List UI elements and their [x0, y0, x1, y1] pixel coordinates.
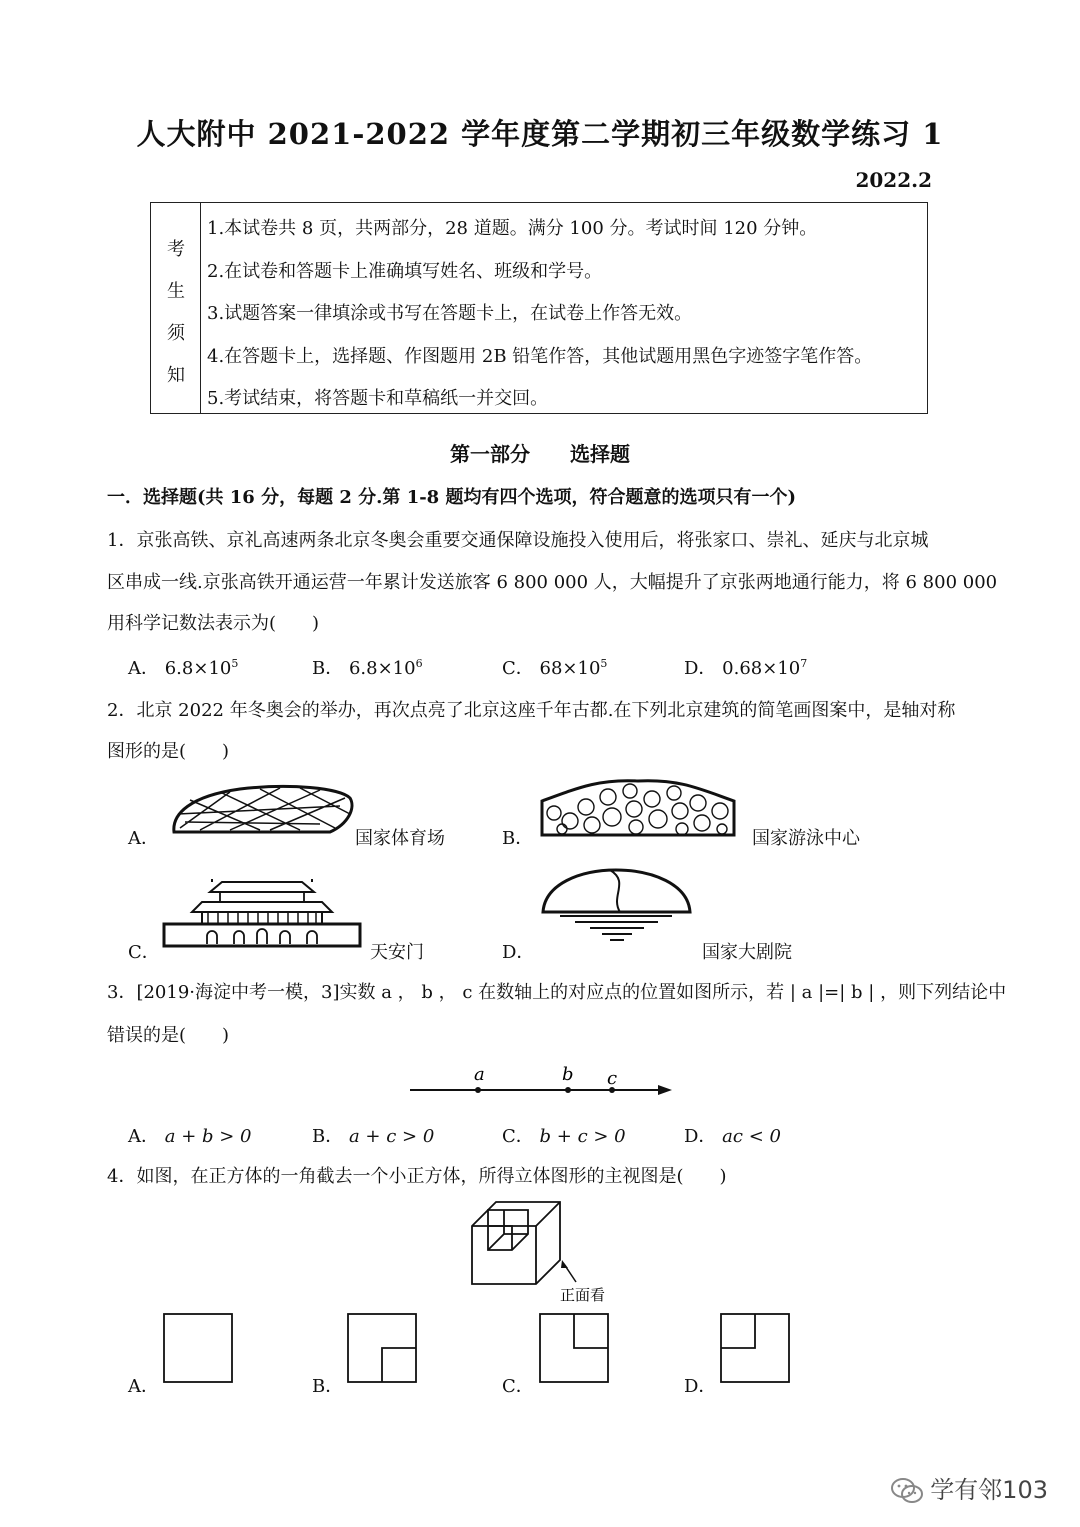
option-label: B． [312, 658, 344, 679]
option-c-square [539, 1313, 609, 1383]
notice-box [150, 202, 928, 414]
q3-option-d[interactable] [684, 1122, 781, 1148]
option-expression: b + c > 0 [539, 1126, 626, 1147]
option-b-square [347, 1313, 417, 1383]
point-b-label: b [562, 1064, 574, 1085]
stadium-drawing [170, 784, 355, 836]
notice-side-label [151, 203, 201, 413]
page-title: 人大附中 2021-2022 学年度第二学期初三年级数学练习 1 [136, 117, 944, 151]
point-c-label: c [607, 1068, 618, 1089]
q2-option-c[interactable]: C． [128, 942, 160, 963]
option-expression: a + b > 0 [164, 1126, 252, 1147]
q2-option-b[interactable]: B． [502, 828, 534, 849]
notice-item: 3.试题答案一律填涂或书写在答题卡上，在试卷上作答无效。 [207, 303, 693, 324]
watermark-text: 学有邻103 [930, 1476, 1048, 1504]
aquatics-center-drawing [540, 777, 736, 837]
wechat-icon [890, 1477, 924, 1505]
q1-line: 用科学记数法表示为( ) [107, 613, 320, 634]
q3-line: 错误的是( ) [107, 1025, 230, 1046]
exam-date: 2022.2 [855, 168, 932, 192]
q4-option-c[interactable]: C． [502, 1376, 534, 1397]
part-heading: 一．选择题(共 16 分，每题 2 分.第 1-8 题均有四个选项，符合题意的选项只有一个) [107, 487, 796, 508]
point-a-label: a [474, 1064, 485, 1085]
q1-line: 区串成一线.京张高铁开通运营一年累计发送旅客 6 800 000 人，大幅提升了京张两地通行能力，将 6 800 000 [107, 572, 998, 593]
q3-option-b[interactable] [312, 1122, 434, 1148]
option-base: 6.8×10 [164, 658, 232, 679]
q1-line: 1．京张高铁、京礼高速两条北京冬奥会重要交通保障设施投入使用后，将张家口、崇礼、延庆与北京城 [107, 530, 929, 551]
option-label: A． [128, 1126, 159, 1147]
q1-option-b[interactable] [312, 654, 423, 680]
q1-option-d[interactable] [684, 654, 807, 680]
q2-line: 2．北京 2022 年冬奥会的举办，再次点亮了北京这座千年古都.在下列北京建筑的简笔画图案中，是轴对称 [107, 700, 956, 721]
q4-option-a[interactable]: A． [128, 1376, 159, 1397]
q2-caption-d: 国家大剧院 [702, 942, 792, 963]
option-label: A． [128, 658, 159, 679]
q2-option-a[interactable]: A． [128, 828, 159, 849]
option-label: C． [502, 1126, 534, 1147]
notice-item: 5.考试结束，将答题卡和草稿纸一并交回。 [207, 388, 549, 409]
notice-item: 1.本试卷共 8 页，共两部分，28 道题。满分 100 分。考试时间 120 分钟。 [207, 218, 818, 239]
option-exponent: 7 [800, 657, 808, 670]
q2-caption-c: 天安门 [370, 942, 424, 963]
q4-option-b[interactable]: B． [312, 1376, 344, 1397]
notice-side-char: 知 [167, 365, 185, 386]
front-view-label: 正面看 [560, 1286, 606, 1304]
section-title: 第一部分 选择题 [450, 442, 630, 466]
option-base: 0.68×10 [722, 658, 801, 679]
q3-option-c[interactable] [502, 1122, 626, 1148]
option-label: C． [502, 658, 534, 679]
option-expression: a + c > 0 [348, 1126, 435, 1147]
q4-line: 4．如图，在正方体的一角截去一个小正方体，所得立体图形的主视图是( ) [107, 1166, 727, 1187]
option-base: 6.8×10 [348, 658, 416, 679]
q2-option-d[interactable]: D． [502, 942, 535, 963]
point-a-dot [475, 1087, 481, 1093]
option-label: B． [312, 1126, 344, 1147]
option-exponent: 5 [231, 657, 239, 670]
q2-caption-a: 国家体育场 [355, 828, 445, 849]
notice-item: 2.在试卷和答题卡上准确填写姓名、班级和学号。 [207, 261, 603, 282]
option-exponent: 5 [600, 657, 608, 670]
notice-item: 4.在答题卡上，选择题、作图题用 2B 铅笔作答，其他试题用黑色字迹签字笔作答。 [207, 346, 873, 367]
option-expression: ac < 0 [722, 1126, 781, 1147]
notice-side-char: 生 [167, 281, 185, 302]
notice-side-char: 考 [167, 239, 185, 260]
watermark [890, 1470, 1048, 1505]
q4-option-d[interactable]: D． [684, 1376, 717, 1397]
point-b-dot [565, 1087, 571, 1093]
q2-caption-b: 国家游泳中心 [752, 828, 860, 849]
option-label: D． [684, 1126, 717, 1147]
notice-side-char: 须 [167, 323, 185, 344]
q1-option-c[interactable] [502, 654, 607, 680]
q3-line: 3．[2019·海淀中考一模，3]实数 a ， b ， c 在数轴上的对应点的位置如图所示，若 | a |=| b | ，则下列结论中 [107, 982, 1007, 1003]
q1-option-a[interactable] [128, 654, 238, 680]
option-base: 68×10 [539, 658, 601, 679]
q2-line: 图形的是( ) [107, 741, 230, 762]
option-exponent: 6 [415, 657, 423, 670]
option-d-square [720, 1313, 790, 1383]
grand-theatre-drawing [540, 866, 692, 946]
tiananmen-drawing [162, 878, 362, 948]
option-a-square [163, 1313, 233, 1383]
q3-option-a[interactable] [128, 1122, 252, 1148]
option-label: D． [684, 658, 717, 679]
cut-cube-drawing [468, 1200, 624, 1308]
number-line [408, 1060, 674, 1100]
